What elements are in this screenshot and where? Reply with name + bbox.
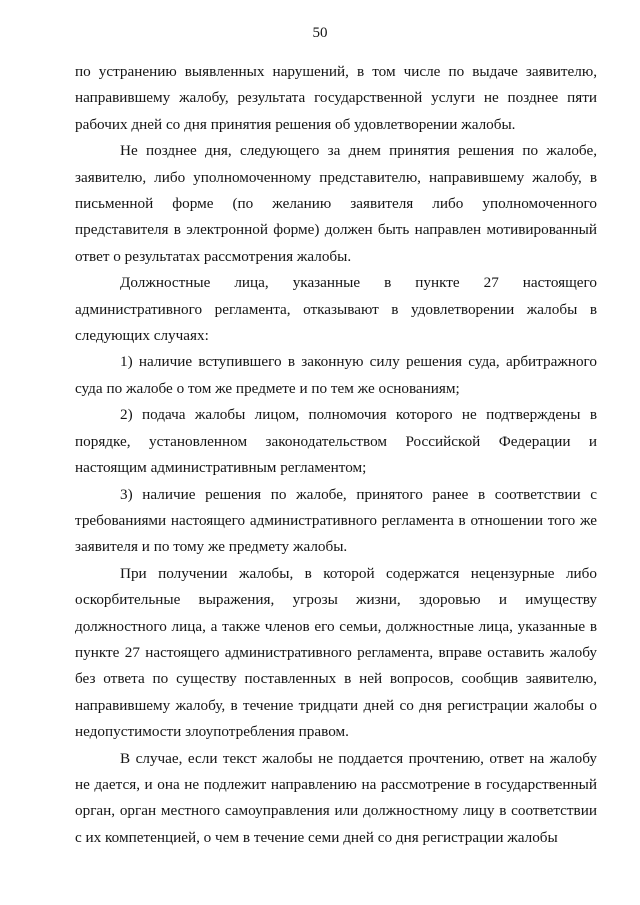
document-body [75, 59, 597, 851]
paragraph-response-deadline: Не позднее дня, следующего за днем принятия решения по жалобе, заявителю, либо уполномоченному представителю, направившему жалобу, в письменной форме (по желанию заявителя либо уполномоченного представителя в электронной форме) должен быть направлен мотивированный ответ о результатах рассмотрения жалобы. [75, 142, 597, 265]
list-item-unconfirmed-authority: 2) подача жалобы лицом, полномочия которого не подтверждены в порядке, установленном законодательством Российской Федерации и настоящим административным регламентом; [75, 406, 597, 477]
paragraph-offensive-complaint: При получении жалобы, в которой содержатся нецензурные либо оскорбительные выражения, угрозы жизни, здоровью и имуществу должностного лица, а также членов его семьи, должностные лица, указанные в пункте 27 настоящего административного регламента, вправе оставить жалобу без ответа по существу поставленных в ней вопросов, сообщив заявителю, направившему жалобу, в течение тридцати дней со дня регистрации жалобы о недопустимости злоупотребления правом. [75, 564, 597, 741]
page-number: 50 [312, 25, 328, 41]
paragraph-refusal-cases: Должностные лица, указанные в пункте 27 настоящего административного регламента, отказывают в удовлетворении жалобы в следующих случаях: [75, 274, 597, 345]
paragraph-unreadable-complaint: В случае, если текст жалобы не поддается прочтению, ответ на жалобу не дается, и она не подлежит направлению на рассмотрение в государственный орган, орган местного самоуправления или должностному лицу в соответствии с их компетенцией, о чем в течение семи дней со дня регистрации жалобы [75, 749, 597, 846]
list-item-court-decision: 1) наличие вступившего в законную силу решения суда, арбитражного суда по жалобе о том же предмете и по тем же основаниям; [75, 353, 597, 397]
list-item-prior-decision: 3) наличие решения по жалобе, принятого ранее в соответствии с требованиями настоящего административного регламента в отношении того же заявителя и по тому же предмету жалобы. [75, 485, 597, 556]
paragraph-continuation: по устранению выявленных нарушений, в том числе по выдаче заявителю, направившему жалобу, результата государственной услуги не позднее пяти рабочих дней со дня принятия решения об удовлетворении жалобы. [75, 63, 597, 133]
